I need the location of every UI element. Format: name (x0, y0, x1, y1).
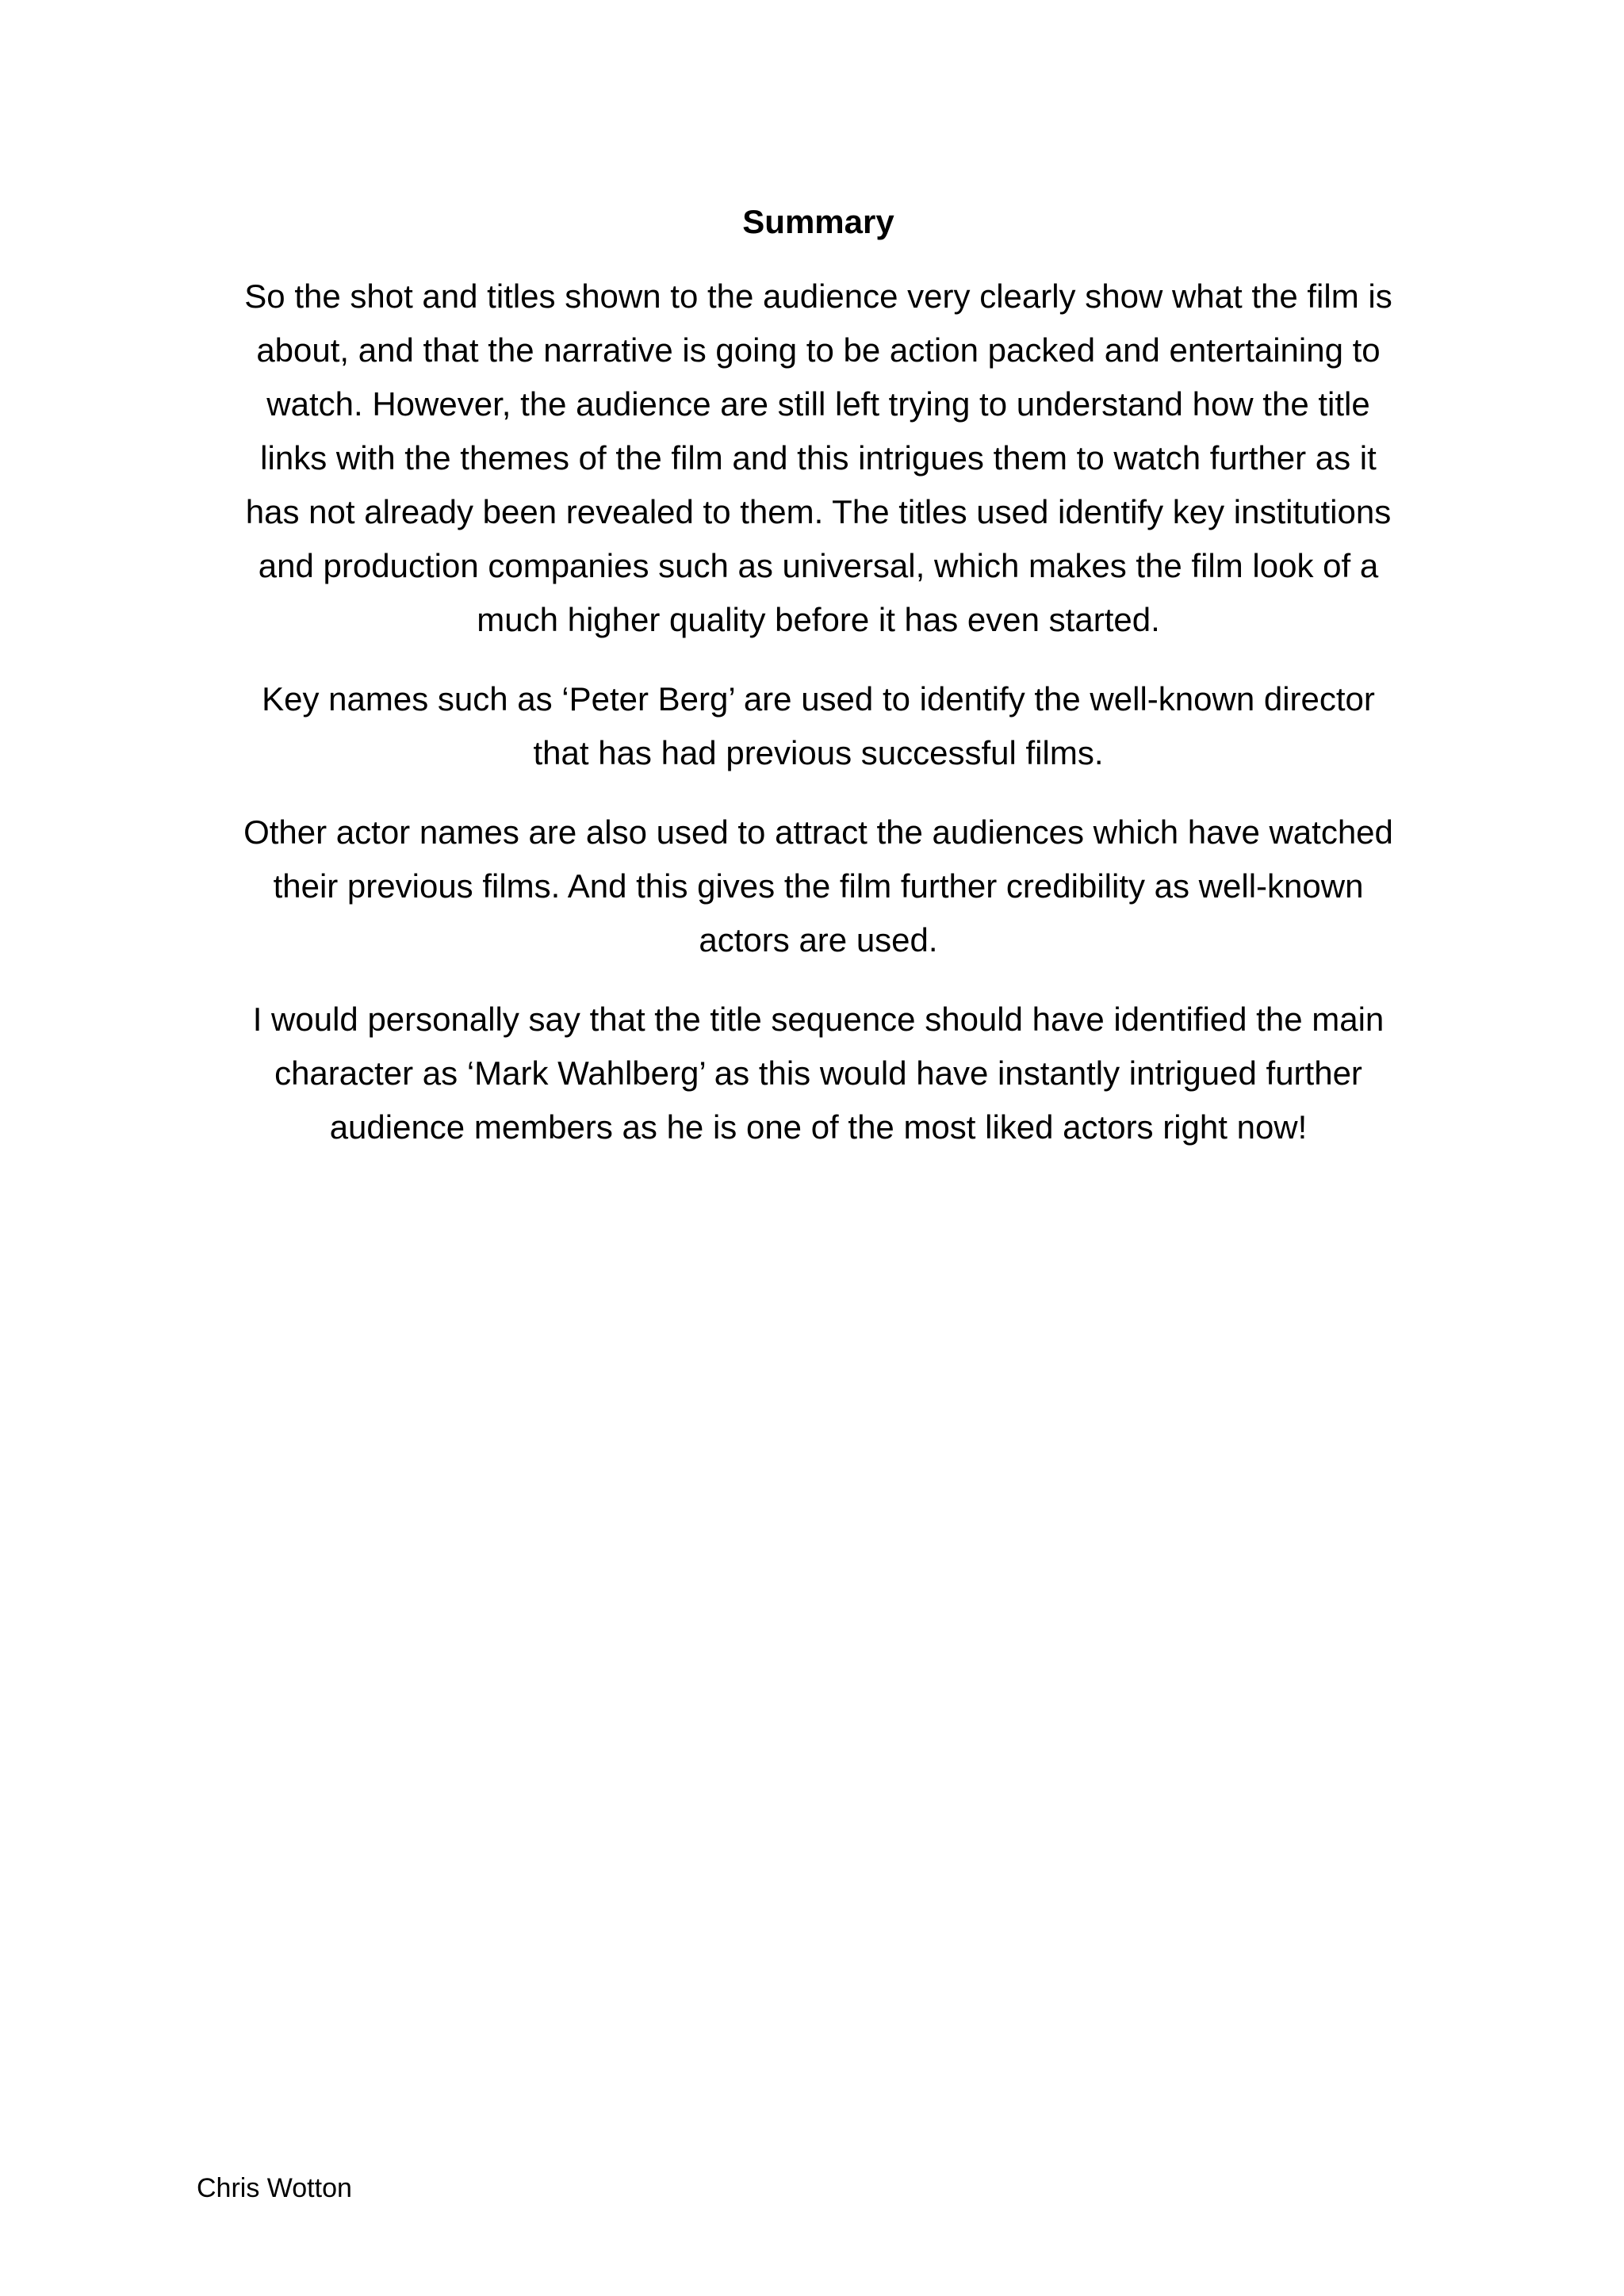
paragraph-director: Key names such as ‘Peter Berg’ are used to identify the well-known director that has had previous successful films. (262, 680, 1375, 771)
paragraph-intro: So the shot and titles shown to the audience very clearly show what the film is about, and that the narrative is going to be action packed and entertaining to watch. However, the audience are still left trying to understand how the title links with the themes of the film and this intrigues them to watch further as it has not already been revealed to them. The titles used identify key institutions and production companies such as universal, which makes the film look of a much higher quality before it has even started. (244, 277, 1392, 638)
footer-author: Chris Wotton (197, 2173, 352, 2203)
page-title: Summary (742, 203, 894, 240)
paragraph-opinion: I would personally say that the title sequence should have identified the main character as ‘Mark Wahlberg’ as this would have instantly intrigued further audience members as he is one of the most liked actors right now! (252, 1001, 1385, 1146)
document-body (197, 198, 1440, 1180)
paragraph-actors: Other actor names are also used to attract the audiences which have watched their previous films. And this gives the film further credibility as well-known actors are used. (243, 813, 1393, 959)
